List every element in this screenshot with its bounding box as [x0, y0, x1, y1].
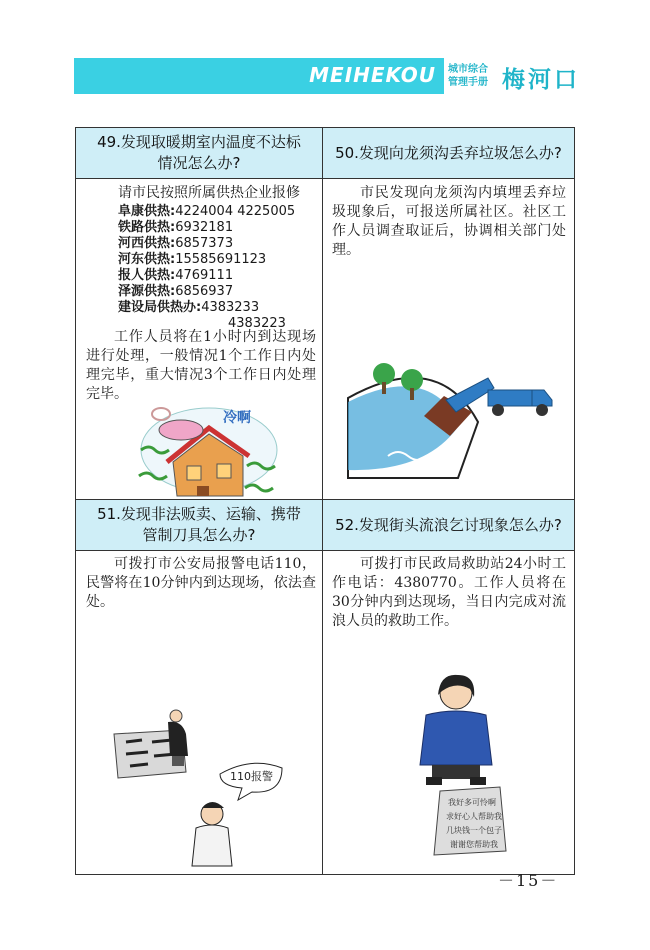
- header-band: [74, 58, 444, 94]
- cold-house-illustration: [131, 400, 281, 500]
- q49-contact-list: [118, 204, 318, 332]
- contact-phone: 6857373: [175, 236, 234, 251]
- brand-subtitle-line1: 城市综合: [448, 64, 488, 75]
- contact-label: 河西供热:: [118, 236, 176, 251]
- contact-row: [118, 284, 318, 300]
- sign-line-1: 我好多可怜啊: [448, 798, 496, 807]
- q49-title-line1: 49.发现取暖期室内温度不达标: [97, 133, 301, 151]
- ditch-dumping-illustration: [348, 352, 558, 482]
- q49-title-line2: 情况怎么办?: [157, 154, 241, 172]
- sign-line-2: 求好心人帮助我: [446, 812, 502, 821]
- brand-subtitle-line2: 管理手册: [448, 77, 488, 88]
- contact-label: 铁路供热:: [118, 220, 176, 235]
- page-number: －15－: [498, 871, 559, 890]
- contact-label: 河东供热:: [118, 252, 176, 267]
- contact-label: 泽源供热:: [118, 284, 176, 299]
- q51-heading: [76, 500, 322, 551]
- contact-phone: 4383233: [201, 300, 260, 315]
- contact-row: [118, 252, 318, 268]
- brand-subtitle: [448, 63, 496, 89]
- bubble-110-text: 110报警: [230, 770, 273, 783]
- contact-phone: 4224004 4225005: [175, 204, 296, 219]
- q50-heading: [323, 128, 574, 179]
- q52-body: 可拨打市民政局救助站24小时工作电话：4380770。工作人员将在30分钟内到达现场，当日内完成对流浪人员的救助工作。: [332, 556, 566, 629]
- contact-row: [118, 236, 318, 252]
- q50-body: 市民发现向龙须沟内填埋丢弃垃圾现象后，可报送所属社区。社区工作人员调查取证后，协调相关部门处理。: [332, 185, 566, 258]
- q52-heading: [323, 500, 574, 551]
- contact-row: [118, 204, 318, 220]
- page-header: [74, 58, 580, 94]
- contact-phone: 15585691123: [175, 252, 267, 267]
- sign-line-4: 谢谢您帮助我: [450, 840, 498, 849]
- contact-label: 建设局供热办:: [118, 300, 202, 315]
- contact-row: [118, 300, 318, 316]
- contact-phone: 6932181: [175, 220, 234, 235]
- q49-intro: 请市民按照所属供热企业报修: [118, 185, 300, 201]
- knife-vendor-illustration: [112, 708, 312, 868]
- contact-phone-extra: 4383223: [228, 316, 286, 331]
- q49-heading: [76, 128, 322, 179]
- q49-outro: 工作人员将在1小时内到达现场进行处理，一般情况1个工作日内处理完毕，重大情况3个工作日内处理完毕。: [86, 329, 316, 402]
- qa-grid: [75, 127, 575, 875]
- q50-title: 50.发现向龙须沟丢弃垃圾怎么办?: [335, 143, 562, 162]
- contact-phone: 6856937: [175, 284, 234, 299]
- q52-title: 52.发现街头流浪乞讨现象怎么办?: [335, 515, 562, 534]
- contact-label: 报人供热:: [118, 268, 176, 283]
- brand-latin: MEIHEKOU: [309, 63, 436, 87]
- beggar-illustration: [396, 673, 546, 858]
- illus-cold-label: 冷啊: [223, 410, 251, 426]
- contact-label: 阜康供热:: [118, 204, 176, 219]
- contact-row: [118, 220, 318, 236]
- q51-title-line1: 51.发现非法贩卖、运输、携带: [97, 505, 301, 523]
- q51-body: 可拨打市公安局报警电话110，民警将在10分钟内到达现场，依法查处。: [86, 556, 316, 610]
- q51-title-line2: 管制刀具怎么办?: [142, 526, 256, 544]
- brand-cn: 梅河口: [502, 67, 580, 93]
- sign-line-3: 几块钱一个包子: [446, 826, 502, 835]
- contact-row: [118, 268, 318, 284]
- contact-phone: 4769111: [175, 268, 234, 283]
